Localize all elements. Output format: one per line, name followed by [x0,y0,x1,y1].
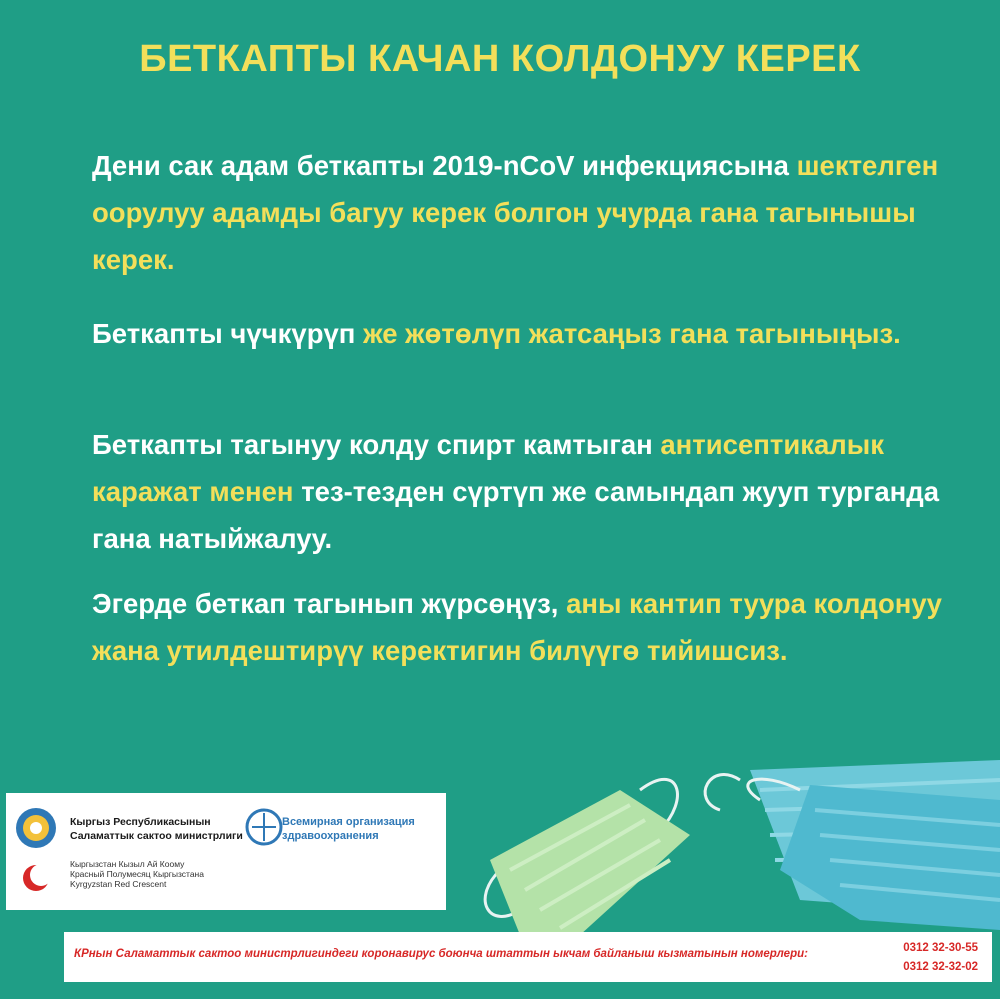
ministry-name [70,815,243,843]
green-mask-icon [485,779,690,935]
rc-line-1: Кыргызстан Кызыл Ай Коому [70,859,185,869]
paragraph-4-highlight: аны кантип туура колдонуу жана утилдештирүү керектигин билүүгө тийишсиз. [92,588,942,666]
rc-line-3: Kyrgyzstan Red Crescent [70,879,167,889]
phone-number-1: 0312 32-30-55 [903,942,978,954]
paragraph-4 [92,580,962,674]
hotline-phones [903,939,978,977]
who-emblem-icon [247,810,281,844]
red-crescent-icon [23,864,52,891]
who-line-1: Всемирная организация [282,816,415,828]
paragraph-3-highlight: антисептикалык каражат менен [92,429,885,507]
phone-number-2: 0312 32-32-02 [903,961,978,973]
ministry-line-1: Кыргыз Республикасынын [70,816,211,828]
paragraph-2 [92,310,962,357]
partner-logos [6,793,446,910]
kyrgyz-emblem-icon [16,808,56,848]
page-title: БЕТКАПТЫ КАЧАН КОЛДОНУУ КЕРЕК [139,38,861,80]
hotline-bar [64,932,992,982]
paragraph-2-highlight: же жөтөлүп жатсаңыз гана тагыныңыз. [363,318,901,349]
hotline-text: КРнын Саламаттык сактоо министрлигиндеги коронавирус боюнча штаттын ыкчам байланыш кызматынын номерлери: [74,948,808,960]
rc-line-2: Красный Полумесяц Кыргызстана [70,869,204,879]
paragraph-3-white-end: тез-тезден сүртүп же самындап жууп турганда гана натыйжалуу. [92,476,940,554]
who-line-2: здравоохранения [282,830,379,842]
paragraph-1-highlight: шектелген оорулуу адамды багуу керек болгон учурда гана тагынышы керек. [92,150,939,275]
paragraph-2-white: Беткапты чүчкүрүп [92,318,356,349]
who-name [282,815,415,843]
paragraph-3 [92,421,962,562]
red-crescent-name [70,859,204,889]
paragraph-1-white: Дени сак адам беткапты 2019-nCoV инфекциясына [92,150,789,181]
ministry-line-2: Саламаттык сактоо министрлиги [70,830,243,842]
paragraph-3-white: Беткапты тагынуу колду спирт камтыган [92,429,653,460]
paragraph-4-white: Эгерде беткап тагынып жүрсөңүз, [92,588,559,619]
paragraph-1 [92,142,962,283]
